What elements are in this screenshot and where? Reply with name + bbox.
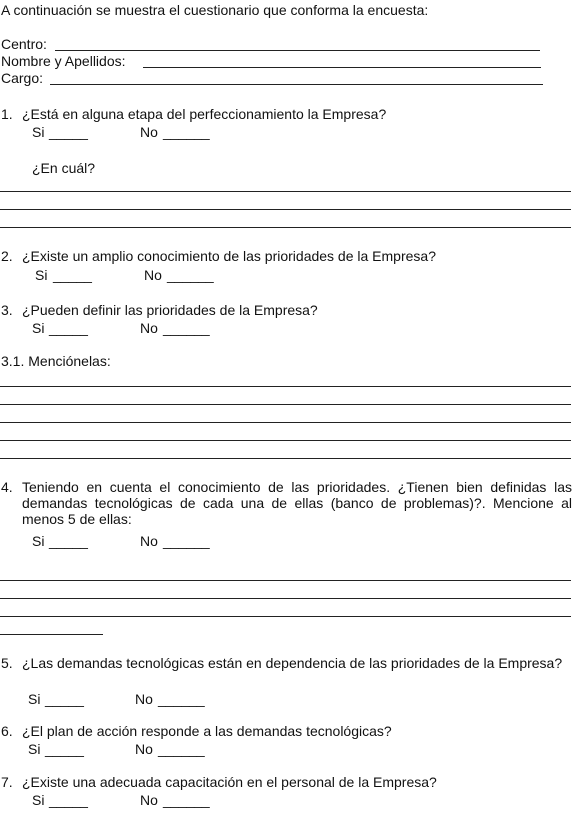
q6-yes-label: Si: [28, 741, 41, 757]
q1-yes-label: Si: [32, 124, 45, 140]
q4-text: Teniendo en cuenta el conocimiento de las prioridades. ¿Tienen bien definidas las demandas tecnológicas de cada una de ellas (banco de problemas)?. Mencione al menos 5 de ellas:: [22, 479, 572, 527]
answer-line[interactable]: [0, 598, 571, 599]
cargo-label: Cargo:: [1, 70, 44, 86]
answer-line[interactable]: [0, 227, 571, 228]
q3-yes-blank[interactable]: _____: [49, 320, 88, 336]
q1-follow-text: ¿En cuál?: [32, 160, 96, 176]
q6-no-blank[interactable]: ______: [158, 741, 205, 757]
q4-number: 4.: [1, 479, 13, 495]
q3-no-label: No: [140, 320, 158, 336]
q3-yes-label: Si: [32, 320, 45, 336]
cargo-field[interactable]: [50, 84, 543, 85]
centro-label: Centro:: [1, 36, 47, 52]
q7-no-label: No: [140, 792, 158, 808]
q6-yes-blank[interactable]: _____: [45, 741, 84, 757]
q2-text: ¿Existe un amplio conocimiento de las prioridades de la Empresa?: [22, 248, 436, 264]
q6-no-label: No: [135, 741, 153, 757]
answer-line[interactable]: [0, 422, 571, 423]
q7-number: 7.: [1, 774, 13, 790]
answer-line[interactable]: [0, 191, 571, 192]
answer-line[interactable]: [0, 440, 571, 441]
q4-no-label: No: [140, 533, 158, 549]
q6-text: ¿El plan de acción responde a las demandas tecnológicas?: [22, 723, 392, 739]
q5-no-label: No: [135, 691, 153, 707]
answer-line[interactable]: [0, 616, 571, 617]
q2-no-blank[interactable]: ______: [167, 267, 214, 283]
q5-yes-blank[interactable]: _____: [45, 691, 84, 707]
q7-no-blank[interactable]: ______: [163, 792, 210, 808]
q3-text: ¿Pueden definir las prioridades de la Empresa?: [22, 302, 318, 318]
q5-no-blank[interactable]: ______: [158, 691, 205, 707]
q2-number: 2.: [1, 248, 13, 264]
q4-no-blank[interactable]: ______: [163, 533, 210, 549]
q31-text: 3.1. Menciónelas:: [1, 353, 111, 369]
q7-text: ¿Existe una adecuada capacitación en el personal de la Empresa?: [22, 774, 437, 790]
q1-number: 1.: [1, 106, 13, 122]
nombre-label: Nombre y Apellidos:: [1, 53, 126, 69]
q4-yes-blank[interactable]: _____: [49, 533, 88, 549]
q3-number: 3.: [1, 302, 13, 318]
answer-line[interactable]: [0, 458, 571, 459]
answer-line[interactable]: [0, 580, 571, 581]
answer-line[interactable]: [0, 209, 571, 210]
q1-yes-blank[interactable]: _____: [49, 124, 88, 140]
q2-no-label: No: [144, 267, 162, 283]
q2-yes-blank[interactable]: _____: [53, 267, 92, 283]
centro-field[interactable]: [55, 50, 540, 51]
answer-line[interactable]: [0, 404, 571, 405]
answer-line[interactable]: [0, 634, 103, 635]
q2-yes-label: Si: [35, 267, 48, 283]
q3-no-blank[interactable]: ______: [163, 320, 210, 336]
q6-number: 6.: [1, 723, 13, 739]
q7-yes-label: Si: [32, 792, 45, 808]
q1-no-label: No: [140, 124, 158, 140]
q5-yes-label: Si: [28, 691, 41, 707]
q5-number: 5.: [1, 655, 13, 671]
q4-yes-label: Si: [32, 533, 45, 549]
q5-text: ¿Las demandas tecnológicas están en dependencia de las prioridades de la Empresa?: [22, 655, 563, 671]
intro-text: A continuación se muestra el cuestionario que conforma la encuesta:: [1, 2, 429, 18]
q1-no-blank[interactable]: ______: [163, 124, 210, 140]
answer-line[interactable]: [0, 386, 571, 387]
q1-text: ¿Está en alguna etapa del perfeccionamiento la Empresa?: [22, 106, 387, 122]
q7-yes-blank[interactable]: _____: [49, 792, 88, 808]
nombre-field[interactable]: [143, 67, 541, 68]
